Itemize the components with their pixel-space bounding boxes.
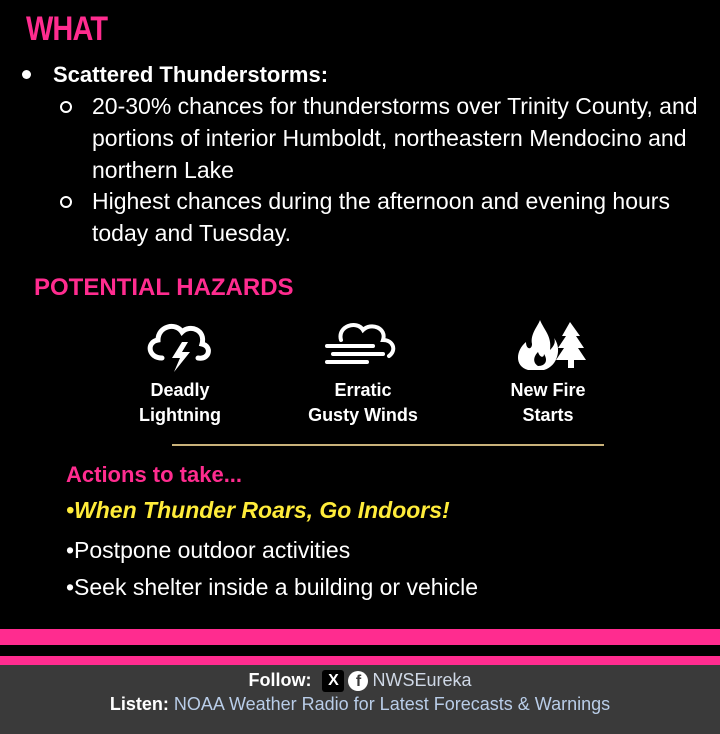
hazard-label-line2: Lightning	[139, 405, 221, 425]
hollow-bullet-icon	[60, 101, 72, 113]
hazard-label-line1: New Fire	[510, 380, 586, 400]
bullet-dot-icon	[22, 70, 31, 79]
follow-label: Follow:	[248, 670, 312, 690]
actions-heading: Actions to take...	[66, 462, 243, 487]
sub-bullet-text: Highest chances during the afternoon and evening hours today and Tuesday.	[92, 188, 670, 246]
social-handle[interactable]: NWSEureka	[372, 670, 472, 690]
divider	[172, 444, 604, 446]
sub-bullet-1	[60, 90, 700, 186]
hazard-fire	[468, 316, 628, 428]
action-item: •Seek shelter inside a building or vehicle	[66, 574, 479, 600]
action-item: •Postpone outdoor activities	[66, 537, 351, 563]
listen-label: Listen:	[109, 694, 169, 714]
x-logo-icon[interactable]: X	[322, 670, 344, 692]
lightning-cloud-icon	[140, 316, 220, 372]
main-bullet	[22, 62, 328, 88]
main-bullet-text: Scattered Thunderstorms:	[53, 62, 329, 87]
hazard-label-line1: Deadly	[150, 380, 210, 400]
hazard-label-line1: Erratic	[334, 380, 392, 400]
facebook-icon[interactable]: f	[348, 671, 368, 691]
hazard-label-line2: Gusty Winds	[308, 405, 418, 425]
hazard-winds	[283, 316, 443, 428]
accent-bar	[0, 656, 720, 665]
follow-row	[0, 670, 720, 692]
wind-cloud-icon	[323, 316, 403, 372]
sub-bullet-2	[60, 185, 700, 249]
accent-bar	[0, 629, 720, 645]
listen-row	[0, 694, 720, 715]
action-item: •When Thunder Roars, Go Indoors!	[66, 497, 450, 523]
fire-tree-icon	[508, 316, 588, 372]
hazard-label-line2: Starts	[522, 405, 574, 425]
hazard-lightning	[100, 316, 260, 428]
hollow-bullet-icon	[60, 196, 72, 208]
hazards-heading: POTENTIAL HAZARDS	[34, 274, 294, 301]
listen-link[interactable]: NOAA Weather Radio for Latest Forecasts & Warnings	[173, 694, 611, 714]
what-heading: WHAT	[26, 10, 108, 48]
sub-bullet-text: 20-30% chances for thunderstorms over Trinity County, and portions of interior Humboldt, northeastern Mendocino and northern Lake	[92, 93, 698, 183]
